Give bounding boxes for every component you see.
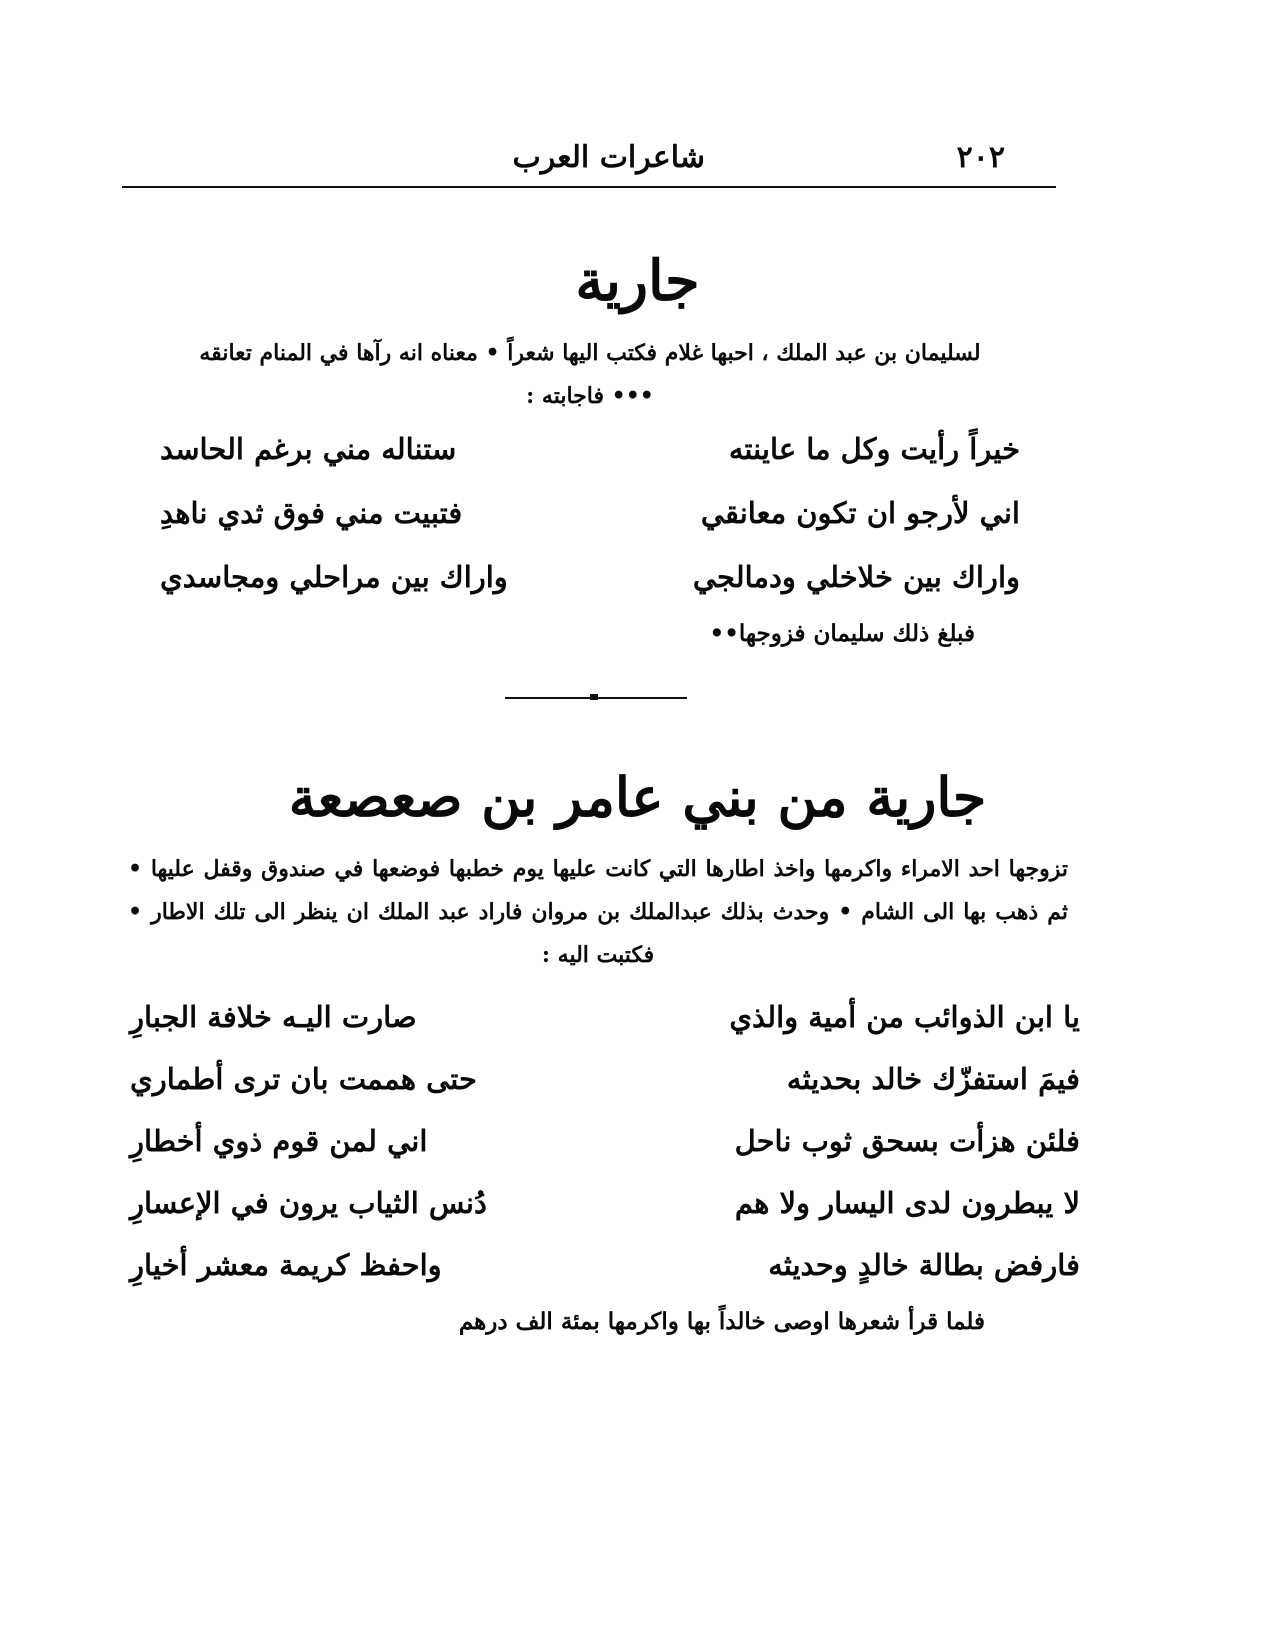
- hemistich-first: لا يبطرون لدى اليسار ولا هم: [734, 1186, 1080, 1220]
- closing-line: فلما قرأ شعرها اوصى خالداً بها واكرمها بمئة الف درهم: [458, 1308, 985, 1335]
- section-intro: تزوجها احد الامراء واكرمها واخذ اطارها التي كانت عليها يوم خطبها فوضعها في صندوق وقفل عليها • ثم ذهب بها الى الشام • وحدث بذلك عبدالملك بن مروان فاراد عبد الملك ان ينظر الى تلك الاطار • فكتبت اليه :: [128, 856, 1068, 968]
- verse: [130, 1000, 1080, 1062]
- verse: [160, 496, 1020, 560]
- running-title: شاعرات العرب: [512, 140, 705, 175]
- hemistich-first: فارفض بطالة خالدٍ وحديثه: [768, 1248, 1080, 1282]
- hemistich-first: خيراً رأيت وكل ما عاينته: [728, 432, 1020, 466]
- hemistich-second: واحفظ كريمة معشر أخيارِ: [130, 1248, 442, 1282]
- hemistich-second: صارت اليـه خلافة الجبارِ: [130, 1000, 417, 1034]
- verse: [130, 1062, 1080, 1124]
- hemistich-second: ستناله مني برغم الحاسد: [160, 432, 457, 466]
- header-rule: [122, 186, 1056, 188]
- section-title: جارية من بني عامر بن صعصعة: [288, 765, 987, 829]
- hemistich-second: اني لمن قوم ذوي أخطارِ: [130, 1124, 428, 1158]
- hemistich-second: فتبيت مني فوق ثدي ناهدِ: [160, 496, 463, 530]
- poem: [160, 432, 1020, 624]
- separator-ornament: [590, 694, 598, 700]
- verse: [160, 560, 1020, 624]
- hemistich-second: دُنس الثياب يرون في الإعسارِ: [130, 1186, 487, 1220]
- hemistich-first: اني لأرجو ان تكون معانقي: [700, 496, 1020, 530]
- poem: [130, 1000, 1080, 1310]
- verse: [130, 1248, 1080, 1310]
- closing-line: فبلغ ذلك سليمان فزوجها••: [709, 620, 975, 647]
- section-intro: لسليمان بن عبد الملك ، احبها غلام فكتب اليها شعراً • معناه انه رآها في المنام تعانقه ••• فاجابته :: [199, 340, 981, 409]
- hemistich-second: واراك بين مراحلي ومجاسدي: [160, 560, 508, 594]
- page-header: [125, 140, 1055, 184]
- hemistich-first: واراك بين خلاخلي ودمالجي: [692, 560, 1020, 594]
- hemistich-first: يا ابن الذوائب من أمية والذي: [729, 1000, 1080, 1034]
- hemistich-first: فيمَ استفزّك خالد بحديثه: [786, 1062, 1080, 1096]
- verse: [160, 432, 1020, 496]
- verse: [130, 1124, 1080, 1186]
- verse: [130, 1186, 1080, 1248]
- page-number: ٢٠٢: [956, 140, 1005, 175]
- section-title: جارية: [575, 248, 700, 314]
- hemistich-second: حتى هممت بان ترى أطماري: [130, 1062, 477, 1096]
- hemistich-first: فلئن هزأت بسحق ثوب ناحل: [734, 1124, 1080, 1158]
